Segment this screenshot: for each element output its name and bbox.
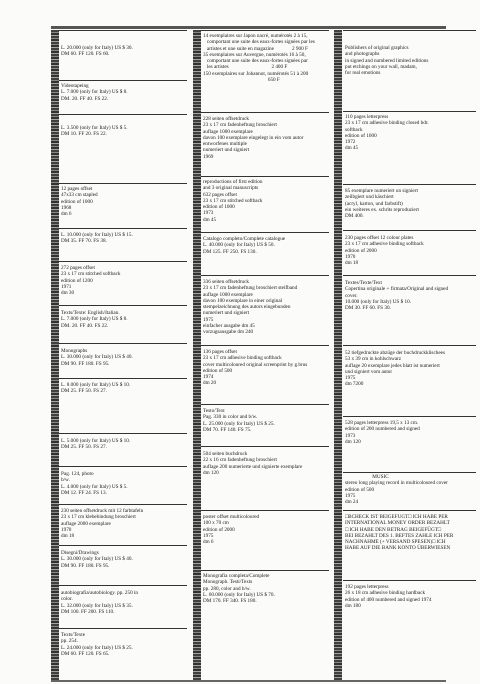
catalog-entry <box>345 350 480 388</box>
entry-line: □ ICH HABE DEN BETRAG BEIGEFÜGT□ <box>345 526 442 533</box>
entry-line: softback <box>345 126 363 133</box>
entry-line: auflage 1000 exemplare <box>203 291 253 298</box>
entry-line: Publishers of original graphics <box>345 45 409 51</box>
entry-line: edition of 400 numbered and signed 1974 <box>345 596 432 603</box>
catalog-entry <box>203 451 333 476</box>
entry-line: davon 100 exemplare in einer original <box>203 297 283 304</box>
entry-line: 23 x 17 cm adhesive binding closed bdr. <box>345 120 429 127</box>
catalog-entry <box>345 474 480 505</box>
entry-divider <box>201 345 329 346</box>
entry-line: DM 100. FF 200. FS 110. <box>61 608 115 615</box>
catalog-entry <box>203 279 333 336</box>
entry-line: INTERNATIONAL MONEY ORDER BEZAHLT <box>345 520 450 527</box>
catalog-entry <box>61 632 191 657</box>
catalog-entry <box>203 236 333 255</box>
entry-line: DM 90. FF 180. FS 95. <box>61 562 110 569</box>
entry-line: 23 x 17 cm adhesive binding softback <box>345 241 424 248</box>
entry-line: auflage 200 numerierte und signierte exemplare <box>203 463 303 470</box>
entry-line: Videotapeing <box>61 83 89 89</box>
catalog-entry <box>61 382 191 395</box>
entry-divider <box>59 378 187 379</box>
entry-line: edition of 1000 <box>345 132 377 139</box>
entry-line: 35 exemplaires sur Auvergne, numérotés 16 à 50, <box>203 51 306 58</box>
entry-line: BEI BEZAHLT DES 1. BEFTES ZAHLE ICH PER <box>345 532 454 539</box>
entry-divider <box>59 80 187 81</box>
entry-line: Disegni/Drawings <box>61 550 99 556</box>
entry-line: 14 exemplaires sur Japon nacré, numérotés 2 à 15, <box>203 33 308 39</box>
entry-divider <box>343 184 476 185</box>
entry-line: 1975 <box>345 375 356 382</box>
entry-line: reproductions of first edition <box>203 179 263 185</box>
entry-line: dm 24 <box>345 499 359 506</box>
entry-divider <box>59 228 187 229</box>
entry-divider <box>201 176 329 177</box>
entry-line: cover multicoloured original screenprint by g.brus <box>203 361 308 368</box>
entry-line: 1969 <box>203 153 214 160</box>
entry-divider <box>343 416 476 417</box>
entry-line: dm 120 <box>203 469 219 476</box>
entry-divider <box>59 585 187 586</box>
entry-line: L. 24.000 (only for Italy) US $ 25. <box>61 644 133 651</box>
entry-line: dm 180 <box>345 602 361 609</box>
entry-line: L. 60.000 (only for Italy) US $ 70. <box>203 591 275 598</box>
entry-line: 100 x 70 cm <box>203 520 229 527</box>
entry-line: 110 pages letterpress <box>345 114 389 120</box>
entry-line: 230 pages offset 12 colour plates <box>345 235 414 241</box>
catalog-entry <box>345 235 480 266</box>
entry-line: 1975 <box>345 492 356 499</box>
entry-line: DM 10. FF 20. FS 22. <box>61 131 107 138</box>
entry-divider <box>201 510 329 511</box>
entry-line: 23 x 17 cm fadenheftung broschiert steifband <box>203 285 298 292</box>
entry-line: 336 seiten offsetdruck <box>203 279 250 285</box>
entry-line: 23 x 17 cm stitched softback <box>203 197 263 204</box>
entry-line: 23 x 17 cm fadenheftung broschiert <box>203 122 277 129</box>
top-rule <box>51 26 446 29</box>
catalog-entry <box>203 116 333 160</box>
entry-line: 23 x 17 cm klebebindung broschiert <box>61 514 136 521</box>
entry-line: 1975 <box>203 532 214 539</box>
catalog-entry <box>61 232 191 245</box>
entry-divider <box>343 472 476 473</box>
entry-line: edition of 1200 <box>61 277 93 284</box>
catalog-entry <box>345 584 480 609</box>
entry-line: Testo/Text <box>203 408 225 414</box>
entry-line: L. 3.500 (only for Italy) US $ 5. <box>61 125 128 131</box>
entry-line: L. 7.000 (only for Italy) US $ 8. <box>61 316 128 323</box>
catalog-entry <box>203 514 333 545</box>
entry-line: L. 10.000 (only for Italy) US $ 15. <box>61 232 133 238</box>
entry-divider <box>59 305 187 306</box>
entry-line: Monografia completa/Complete <box>203 573 270 579</box>
entry-line: L. 32.000 (only for Italy) US $ 35. <box>61 602 133 609</box>
entry-line: edition of 500 <box>345 486 375 493</box>
entry-divider <box>59 545 187 546</box>
entry-line: DM 125. FF 250. FS 130. <box>203 248 257 255</box>
entry-line: 528 pages letterpress 19,5 x 13 cm. <box>345 420 419 426</box>
entry-line: und signiert vom autor <box>345 368 393 375</box>
entry-line: 1970 <box>345 253 356 260</box>
entry-line: DM 400. <box>345 213 364 220</box>
entry-divider <box>201 232 329 233</box>
entry-line: L. 30.000 (only for Italy) US $ 40. <box>61 354 133 361</box>
catalog-entry <box>61 265 191 296</box>
catalog-entry <box>203 573 333 604</box>
entry-line: zeilbgiert und käschiert <box>345 194 394 201</box>
barcode-strip <box>193 30 201 680</box>
entry-line: entworfenes multiple <box>203 141 247 148</box>
entry-divider <box>201 112 329 113</box>
entry-line: 47x33 cm stapled <box>61 192 98 199</box>
catalog-entry <box>61 186 191 217</box>
catalog-entry <box>203 33 333 83</box>
bottom-rule <box>51 680 446 682</box>
entry-line: comportant une suite des eaux-fortes signées par les <box>203 39 315 46</box>
entry-line: 1974 <box>203 374 214 381</box>
entry-line: DM 25. FF 50. FS 27. <box>61 388 107 395</box>
entry-divider <box>59 114 187 115</box>
entry-line: auflage 1000 exemplare <box>203 128 253 135</box>
entry-line: 53 x 39 cm in kohlschwarz <box>345 356 402 363</box>
entry-line: 632 pages offset <box>203 191 237 198</box>
entry-line: 504 seiten buchdruck <box>203 451 248 457</box>
entry-divider <box>343 111 476 112</box>
catalog-entry <box>61 83 191 102</box>
entry-line: NACHNAHME (+ VERSAND SPESEN)□ ICH <box>345 539 446 546</box>
entry-line: DM 170. FF 340. FS 180. <box>203 598 257 605</box>
entry-line: DM 35. FF 70. FS 38. <box>61 238 107 245</box>
entry-line: DM 70. FF 140. FS 75. <box>203 426 252 433</box>
catalog-entry <box>345 188 480 219</box>
entry-line: numeriert und signiert <box>203 310 250 317</box>
entry-line: 22 x 16 cm fadenheftung broschiert <box>203 457 277 464</box>
entry-line: 23 x 17 cm stitched softback <box>61 271 121 278</box>
entry-line: 228 seiten offsetdruck <box>203 116 250 122</box>
entry-divider <box>201 570 329 571</box>
catalog-entry <box>345 45 480 76</box>
entry-line: L. 7.000 (only for Italy) US $ 8. <box>61 89 128 96</box>
catalog-entry <box>345 420 480 445</box>
entry-line: Pag. 124, photo <box>61 471 94 477</box>
entry-line: 26 x 18 cm adhesive binding hardback <box>345 590 426 597</box>
entry-line: 272 pages offset <box>61 265 95 271</box>
entry-line: stereo long playing record in multicoloured cover <box>345 480 448 487</box>
catalog-entry <box>203 349 333 387</box>
entry-line: 150 exemplaires sur Johannot, numérotés 51 à 200 <box>203 70 309 77</box>
entry-line: MUSIC <box>345 474 389 480</box>
entry-line: edition of 500 <box>203 367 233 374</box>
entry-line: dm 6 <box>203 539 214 546</box>
entry-line: dm 120 <box>345 438 361 445</box>
entry-line: L. 30.000 (only for Italy) US $ 40. <box>61 556 133 563</box>
entry-line: DM. 20. FF 40. FS 22. <box>61 95 109 102</box>
entry-line: DM 12. FF 24. FS 13. <box>61 489 107 496</box>
entry-line: □BCHECK IST BEIGEFÜGT□ ICH HABE PER <box>345 514 448 520</box>
entry-divider <box>59 628 187 629</box>
entry-line: les artistes 2 400 F <box>203 64 288 71</box>
entry-line: artistes et une suite en magazine 2 900 F <box>203 45 308 52</box>
entry-line: and photographs <box>345 51 380 58</box>
catalog-entry <box>203 408 333 433</box>
entry-line: 1970 <box>61 526 72 533</box>
entry-line: 1973 <box>203 210 214 217</box>
entry-line: cover. <box>345 292 358 299</box>
entry-line: dm 20 <box>203 380 217 387</box>
entry-line: edition of 1000 <box>203 204 235 211</box>
entry-divider <box>59 30 187 31</box>
entry-line: Monograph. Testi/Texts <box>203 579 253 586</box>
entry-line: Texts/Texte: English/Italian. <box>61 310 120 316</box>
entry-line: in signed and numbered limited editions <box>345 57 429 64</box>
entry-divider <box>343 580 476 581</box>
entry-line: dm 7200 <box>345 381 364 388</box>
entry-divider <box>343 30 476 31</box>
catalog-entry <box>61 348 191 367</box>
entry-divider <box>59 466 187 467</box>
entry-line: for real emotions <box>345 70 381 77</box>
entry-line: b/w. <box>61 477 70 484</box>
entry-line: autobiografia/autobiology. pp. 250 in <box>61 590 139 596</box>
entry-line: 1975 <box>203 316 214 323</box>
entry-divider <box>59 433 187 434</box>
entry-line: dm 45 <box>345 145 359 152</box>
entry-line: DM 30. FF 60. FS 30. <box>345 305 391 312</box>
entry-divider <box>59 183 187 184</box>
entry-divider <box>343 345 476 346</box>
entry-line: 85 exemplare numeriert un signiert <box>345 188 418 194</box>
catalog-entry <box>61 508 191 539</box>
catalog-entry <box>345 514 480 552</box>
entry-line: and 3 original manuscripts <box>203 185 259 192</box>
entry-line: auflage 2000 exemplare <box>61 520 111 527</box>
entry-line: einfacher ausgabe dm 45 <box>203 323 255 330</box>
entry-divider <box>201 275 329 276</box>
entry-line: edition of 1000 <box>61 198 93 205</box>
entry-divider <box>343 275 476 276</box>
entry-line: dm 45 <box>203 216 217 223</box>
entry-line: DM 25. FF 50. FS 27. <box>61 444 107 451</box>
entry-divider <box>201 446 329 447</box>
entry-line: (acryl, karton, und farbstift) <box>345 200 403 207</box>
entry-line: pp. 254. <box>61 638 78 645</box>
entry-line: Monographs <box>61 348 88 354</box>
catalog-entry <box>61 438 191 451</box>
entry-line: L. 5.000 (only for Italy) US $ 10. <box>61 438 131 444</box>
entry-divider <box>343 230 476 231</box>
entry-line: 1968 <box>61 204 72 211</box>
catalog-entry <box>61 310 191 329</box>
entry-line: poster offset multicoloured <box>203 514 260 520</box>
entry-line: L. 25.000 (only for Italy) US $ 25. <box>203 420 275 427</box>
entry-line: 1971 <box>61 283 72 290</box>
catalog-entry <box>61 45 191 58</box>
entry-line: vorzugsausgabe dm 240 <box>203 329 254 336</box>
entry-line: put etchings on your wall, madam, <box>345 63 417 70</box>
entry-divider <box>59 504 187 505</box>
entry-divider <box>59 261 187 262</box>
entry-line: numeriert und signiert <box>203 147 250 154</box>
entry-line: 52 tiefgedruckte abzüge der buchdruckklischees <box>345 350 445 356</box>
entry-divider <box>201 404 329 405</box>
barcode-strip <box>51 30 59 680</box>
entry-line: color. <box>61 596 73 603</box>
catalog-entry <box>345 280 480 311</box>
entry-line: dm 6 <box>61 211 72 218</box>
catalog-entry <box>61 125 191 138</box>
barcode-strip <box>334 30 342 680</box>
entry-line: 1972 <box>345 139 356 146</box>
catalog-entry <box>61 590 191 615</box>
entry-divider <box>201 30 329 31</box>
entry-line: Textes/Texte/Text <box>345 280 382 286</box>
entry-line: dm 18 <box>345 260 359 267</box>
entry-line: Pag. 330 in color and b/w. <box>203 414 258 421</box>
catalog-entry <box>61 471 191 496</box>
catalog-entry <box>203 179 333 223</box>
entry-divider <box>59 343 187 344</box>
entry-line: 1973 <box>345 432 356 439</box>
entry-line: edition of 2000 <box>345 247 377 254</box>
entry-divider <box>343 510 476 511</box>
catalog-entry <box>345 114 480 152</box>
entry-line: edition of 2000 <box>203 526 235 533</box>
entry-line: Texts/Texte <box>61 632 86 638</box>
entry-line: 10.000 (only for Italy) US $ 10. <box>345 298 411 305</box>
entry-line: ein weiteres ex. schrits reproduziert <box>345 206 419 213</box>
entry-line: Copertina originale + firmata/Original and signed <box>345 286 449 293</box>
catalog-entry <box>61 550 191 569</box>
entry-line: L. 40.000 (only for Italy) US $ 50. <box>203 242 275 249</box>
entry-line: edition of 200 numbered and signed <box>345 426 420 433</box>
entry-line: DM 90. FF 180. FS 95. <box>61 360 110 367</box>
entry-line: pp. 280, color and b/w. <box>203 585 251 592</box>
entry-line: DM 60. FF 120. FS 65. <box>61 650 110 657</box>
entry-line: 650 F <box>203 77 280 84</box>
entry-line: dm 18 <box>61 533 75 540</box>
entry-line: 192 pages letterpress <box>345 584 389 590</box>
entry-line: 23 x 17 cm adhesive binding softback <box>203 355 282 362</box>
entry-line: 230 seiten offsetdruck mit 12 farbtafeln <box>61 508 144 514</box>
entry-line: L. 8.000 (only for Italy) US $ 10. <box>61 382 131 388</box>
entry-line: HABE AUF DIE BANK KONTO ÜBERWIESEN <box>345 545 451 552</box>
entry-line: 136 pages offset <box>203 349 237 355</box>
entry-line: auflage 20 exemplare jedes blatt ist numeriert <box>345 362 440 369</box>
entry-line: dm 30 <box>61 290 75 297</box>
entry-line: L. 4.000 (only for Italy) US $ 5. <box>61 483 128 490</box>
entry-line: DM 60. FF 120. FS 60. <box>61 51 110 58</box>
entry-line: Catalogo completo/Complete catalogue <box>203 236 286 242</box>
entry-line: davon 100 exemplare eingelegt in ein vom autor <box>203 134 304 141</box>
entry-line: comportant une suite des eaux-fortes signées par <box>203 58 308 65</box>
entry-line: stempelzeichnung des autors eingebunden <box>203 304 291 311</box>
entry-line: L. 20.000 (only for Italy) US $ 30. <box>61 45 133 51</box>
entry-line: DM. 20. FF 40. FS 22. <box>61 322 109 329</box>
entry-line: 12 pages offset <box>61 186 93 192</box>
